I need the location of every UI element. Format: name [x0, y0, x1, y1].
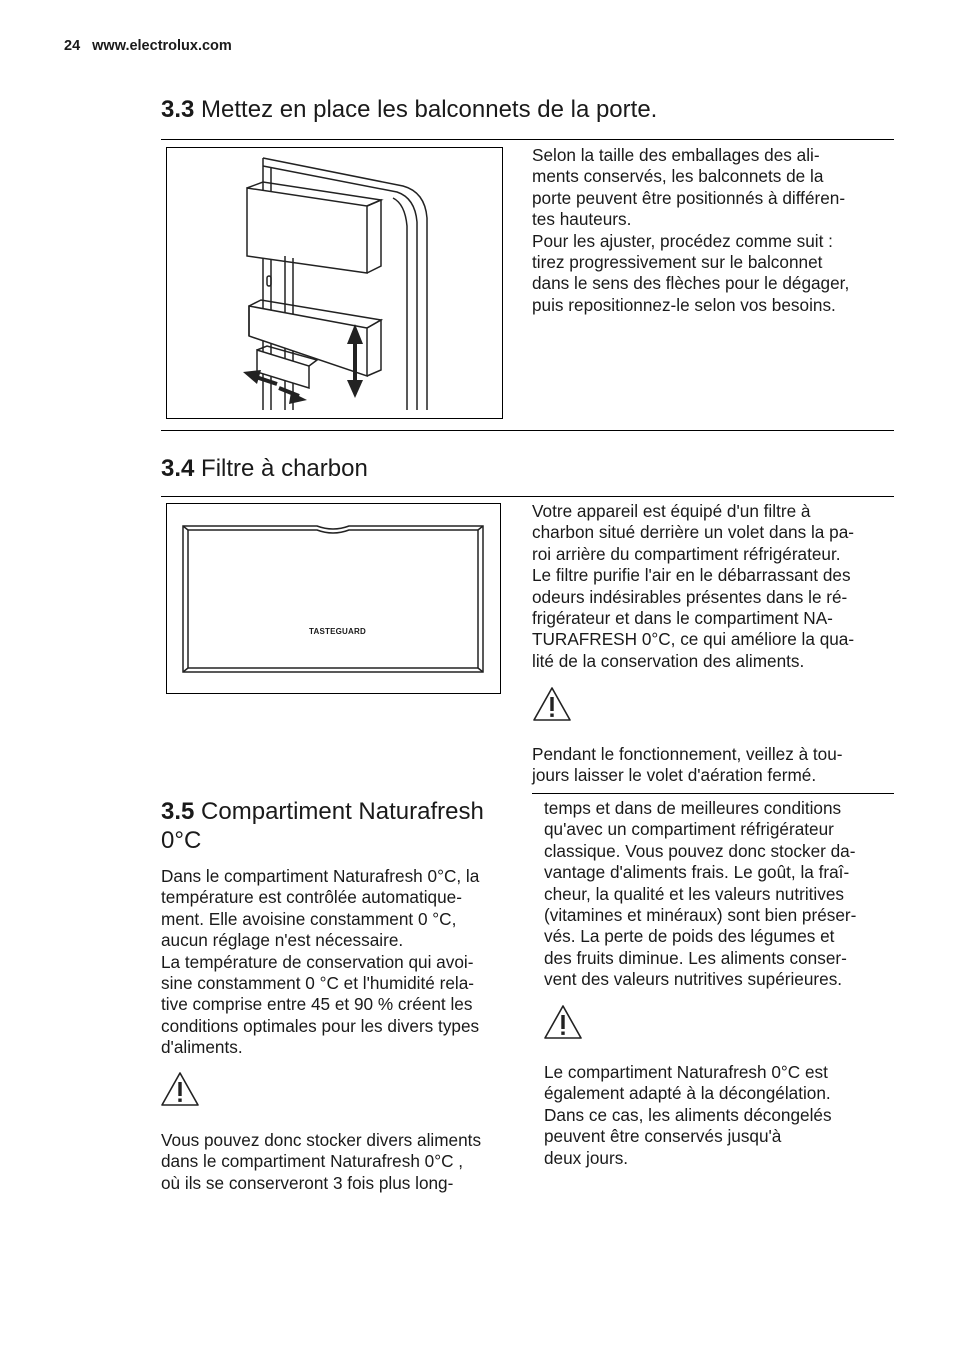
section-3-4-text	[532, 501, 894, 672]
section-3-5-number: 3.5	[161, 798, 195, 825]
warning-icon	[532, 686, 572, 722]
section-3-5-left-line-7: tive comprise entre 45 et 90 % créent les	[161, 994, 473, 1015]
section-3-5-left-warning-line-3: où ils se conserveront 3 fois plus long-	[161, 1172, 454, 1193]
section-3-3-text	[532, 145, 894, 316]
section-3-4-title: Filtre à charbon	[201, 455, 368, 482]
page-number: 24	[64, 38, 81, 54]
website-link[interactable]: www.electrolux.com	[92, 38, 232, 54]
tasteguard-label: TASTEGUARD	[309, 627, 366, 636]
section-3-5-left-line-4: aucun réglage n'est nécessaire.	[161, 930, 404, 951]
section-3-4-line-4: Le filtre purifie l'air en le débarrassant des	[532, 565, 851, 586]
section-3-5-heading	[161, 797, 484, 855]
door-balcony-illustration	[167, 148, 502, 418]
section-3-4-warning-line-1: Pendant le fonctionnement, veillez à tou-	[532, 744, 843, 764]
section-3-5-left-line-5: La température de conservation qui avoi-	[161, 951, 474, 972]
section-3-4-line-7: TURAFRESH 0°C, ce qui améliore la qua-	[532, 629, 855, 650]
section-3-5-right-line-2: qu'avec un compartiment réfrigérateur	[544, 819, 834, 840]
charcoal-filter-figure	[166, 503, 501, 694]
section-3-4-top-rule	[161, 496, 894, 497]
section-3-5-right-line-7: vés. La perte de poids des légumes et	[544, 926, 835, 947]
section-3-4-line-6: frigérateur et dans le compartiment NA-	[532, 608, 833, 629]
section-3-5-right-warning-line-4: peuvent être conservés jusqu'à	[544, 1126, 782, 1147]
warning-icon	[160, 1071, 200, 1107]
section-3-5-right-warning-line-2: également adapté à la décongélation.	[544, 1083, 831, 1104]
section-3-5-title-line-1: Compartiment Naturafresh	[201, 798, 484, 825]
section-3-3-line-3: porte peuvent être positionnés à différen-	[532, 187, 846, 208]
page-header	[64, 38, 232, 54]
section-3-5-right-line-1: temps et dans de meilleures conditions	[544, 798, 842, 818]
section-3-4-warning-line-2: jours laisser le volet d'aération fermé.	[532, 765, 817, 786]
section-3-3-heading	[161, 96, 657, 125]
section-3-5-right-line-4: vantage d'aliments frais. Le goût, la fraî-	[544, 862, 850, 883]
section-3-4-bottom-rule	[532, 793, 894, 794]
section-3-5-right-text	[544, 798, 894, 991]
section-3-5-left-line-2: température est contrôlée automatique-	[161, 887, 462, 908]
section-3-5-right-warning-text	[544, 1062, 894, 1169]
section-3-3-bottom-rule	[161, 430, 894, 431]
section-3-5-left-line-9: d'aliments.	[161, 1037, 243, 1058]
section-3-4-line-5: odeurs indésirables présentes dans le ré-	[532, 586, 848, 607]
section-3-4-heading	[161, 455, 368, 484]
section-3-3-line-1: Selon la taille des emballages des ali-	[532, 145, 820, 165]
section-3-5-right-line-8: des fruits diminue. Les aliments conser-	[544, 947, 847, 968]
section-3-5-left-line-3: ment. Elle avoisine constamment 0 °C,	[161, 908, 457, 929]
section-3-5-right-warning-line-1: Le compartiment Naturafresh 0°C est	[544, 1062, 828, 1082]
section-3-3-line-7: dans le sens des flèches pour le dégager,	[532, 273, 850, 294]
door-balcony-figure	[166, 147, 503, 419]
section-3-5-right-line-5: cheur, la qualité et les valeurs nutritives	[544, 883, 844, 904]
section-3-3-top-rule	[161, 139, 894, 140]
section-3-3-title: Mettez en place les balconnets de la porte.	[201, 96, 658, 123]
section-3-3-line-4: tes hauteurs.	[532, 209, 632, 230]
section-3-3-line-5: Pour les ajuster, procédez comme suit :	[532, 230, 833, 251]
section-3-5-right-line-9: vent des valeurs nutritives supérieures.	[544, 969, 843, 990]
section-3-5-title-line-2: 0°C	[161, 827, 202, 854]
section-3-4-line-8: lité de la conservation des aliments.	[532, 650, 805, 671]
section-3-5-left-line-8: conditions optimales pour les divers types	[161, 1015, 480, 1036]
section-3-4-line-3: roi arrière du compartiment réfrigérateur.	[532, 543, 841, 564]
section-3-3-line-6: tirez progressivement sur le balconnet	[532, 252, 823, 273]
warning-icon	[543, 1004, 583, 1040]
section-3-5-left-warning-line-1: Vous pouvez donc stocker divers aliments	[161, 1130, 482, 1150]
section-3-5-right-warning-line-3: Dans ce cas, les aliments décongelés	[544, 1104, 832, 1125]
section-3-5-left-warning-line-2: dans le compartiment Naturafresh 0°C ,	[161, 1151, 464, 1172]
section-3-5-left-warning-text	[161, 1130, 521, 1194]
section-3-3-line-2: ments conservés, les balconnets de la	[532, 166, 824, 187]
section-3-5-right-warning-line-5: deux jours.	[544, 1147, 629, 1168]
section-3-5-right-line-6: (vitamines et minéraux) sont bien préser-	[544, 905, 857, 926]
section-3-5-left-line-6: sine constamment 0 °C et l'humidité rela-	[161, 973, 474, 994]
section-3-4-warning-text	[532, 744, 894, 787]
section-3-5-left-line-1: Dans le compartiment Naturafresh 0°C, la	[161, 866, 480, 886]
section-3-5-right-line-3: classique. Vous pouvez donc stocker da-	[544, 840, 856, 861]
charcoal-filter-illustration	[167, 504, 500, 693]
section-3-5-left-text	[161, 866, 521, 1059]
section-3-4-number: 3.4	[161, 455, 195, 482]
section-3-4-line-1: Votre appareil est équipé d'un filtre à	[532, 501, 811, 521]
section-3-4-line-2: charbon situé derrière un volet dans la pa-	[532, 522, 854, 543]
section-3-3-number: 3.3	[161, 96, 195, 123]
section-3-3-line-8: puis repositionnez-le selon vos besoins.	[532, 294, 836, 315]
